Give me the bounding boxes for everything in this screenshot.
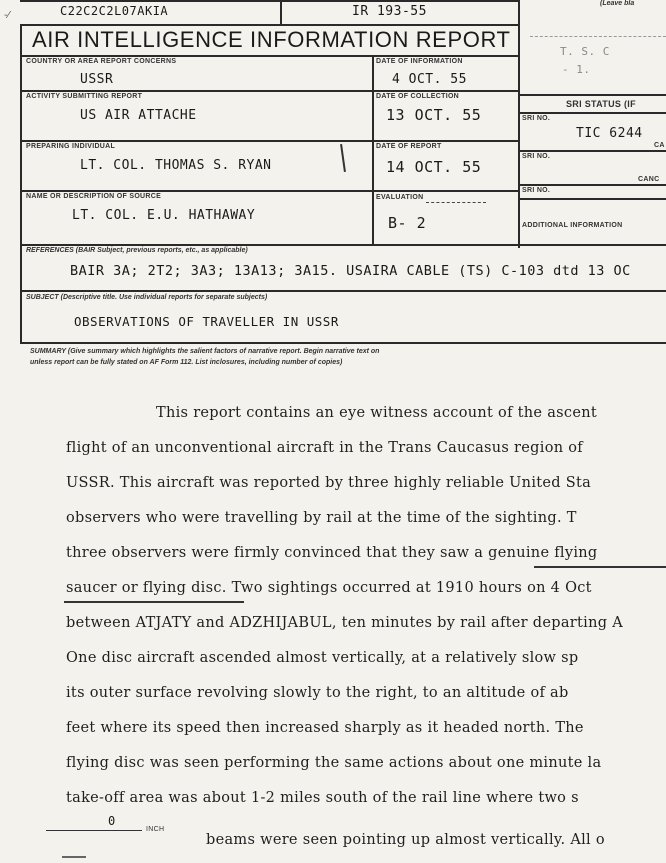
margin-pencil-mark: -⁄ (4, 10, 10, 21)
narrative-line: its outer surface revolving slowly to the right, to an altitude of ab (66, 685, 569, 701)
sri-no-label: SRI NO. (522, 115, 551, 122)
handwritten-underline (534, 566, 666, 568)
narrative-line: This report contains an eye witness account of the ascent (156, 405, 597, 421)
ca-fragment: CA (654, 142, 665, 149)
narrative-line: take-off area was about 1-2 miles south of the rail line where two s (66, 790, 579, 806)
country-value: USSR (80, 72, 114, 87)
preparing-label: PREPARING INDIVIDUAL (26, 143, 116, 150)
narrative-line: flight of an unconventional aircraft in the Trans Caucasus region of (66, 440, 583, 456)
summary-label: SUMMARY (Give summary which highlights the salient factors of narrative report. Begin narrative text on (30, 348, 380, 355)
narrative-line: observers who were travelling by rail at the time of the sighting. T (66, 510, 577, 526)
narrative-line: flying disc was seen performing the same actions about one minute la (66, 755, 602, 771)
date-report-label: DATE OF REPORT (376, 143, 442, 150)
references-value: BAIR 3A; 2T2; 3A3; 13A13; 3A15. USAIRA CABLE (TS) C-103 dtd 13 OC (70, 263, 631, 279)
tic-number: TIC 6244 (576, 126, 643, 141)
evaluation-value: B- 2 (388, 214, 427, 232)
bottom-scratch-mark (62, 856, 86, 858)
inch-label: INCH (146, 826, 165, 833)
summary-label-2: unless report can be fully stated on AF Form 112. List inclosures, including number of copies) (30, 359, 343, 366)
form-title: AIR INTELLIGENCE INFORMATION REPORT (32, 27, 511, 52)
corner-note: (Leave bla (600, 0, 635, 7)
classification-code: C22C2C2L07AKIA (60, 4, 169, 18)
stamp-line-1: T. S. C (560, 45, 610, 58)
date-report-value: 14 OCT. 55 (386, 158, 482, 176)
canc-fragment: CANC (638, 176, 660, 183)
inch-marker: 0 (108, 814, 116, 828)
narrative-line: three observers were firmly convinced that they saw a genuine flying (66, 545, 598, 561)
handwritten-underline (64, 601, 244, 603)
activity-value: US AIR ATTACHE (80, 108, 197, 123)
report-number: IR 193-55 (352, 4, 427, 19)
sri-no-label-3: SRI NO. (522, 187, 551, 194)
narrative-line: USSR. This aircraft was reported by three highly reliable United Sta (66, 475, 592, 491)
pen-tick-mark (340, 144, 346, 172)
preparing-value: LT. COL. THOMAS S. RYAN (80, 158, 272, 173)
narrative-line: feet where its speed then increased sharply as it headed north. The (66, 720, 584, 736)
evaluation-blank (426, 202, 486, 203)
date-information-value: 4 OCT. 55 (392, 72, 467, 87)
date-information-label: DATE OF INFORMATION (376, 58, 463, 65)
date-collection-value: 13 OCT. 55 (386, 106, 482, 124)
activity-label: ACTIVITY SUBMITTING REPORT (26, 93, 143, 100)
inch-rule (46, 830, 142, 831)
sri-status-label: SRI STATUS (IF (566, 99, 636, 109)
country-label: COUNTRY OR AREA REPORT CONCERNS (26, 58, 177, 65)
subject-value: OBSERVATIONS OF TRAVELLER IN USSR (74, 314, 339, 329)
narrative-line: between ATJATY and ADZHIJABUL, ten minutes by rail after departing A (66, 615, 623, 631)
references-label: REFERENCES (BAIR Subject, previous reports, etc., as applicable) (26, 247, 248, 254)
narrative-line: One disc aircraft ascended almost vertically, at a relatively slow sp (66, 650, 579, 666)
date-collection-label: DATE OF COLLECTION (376, 93, 460, 100)
received-stamp (530, 36, 666, 83)
narrative-line: beams were seen pointing up almost vertically. All o (206, 832, 605, 848)
subject-label: SUBJECT (Descriptive title. Use individual reports for separate subjects) (26, 294, 268, 301)
source-value: LT. COL. E.U. HATHAWAY (72, 208, 256, 223)
evaluation-label: EVALUATION (376, 194, 424, 201)
additional-info-label: ADDITIONAL INFORMATION (522, 222, 623, 229)
source-label: NAME OR DESCRIPTION OF SOURCE (26, 193, 162, 200)
sri-no-label-2: SRI NO. (522, 153, 551, 160)
stamp-line-2: - 1. (562, 63, 591, 76)
narrative-line: saucer or flying disc. Two sightings occurred at 1910 hours on 4 Oct (66, 580, 592, 596)
